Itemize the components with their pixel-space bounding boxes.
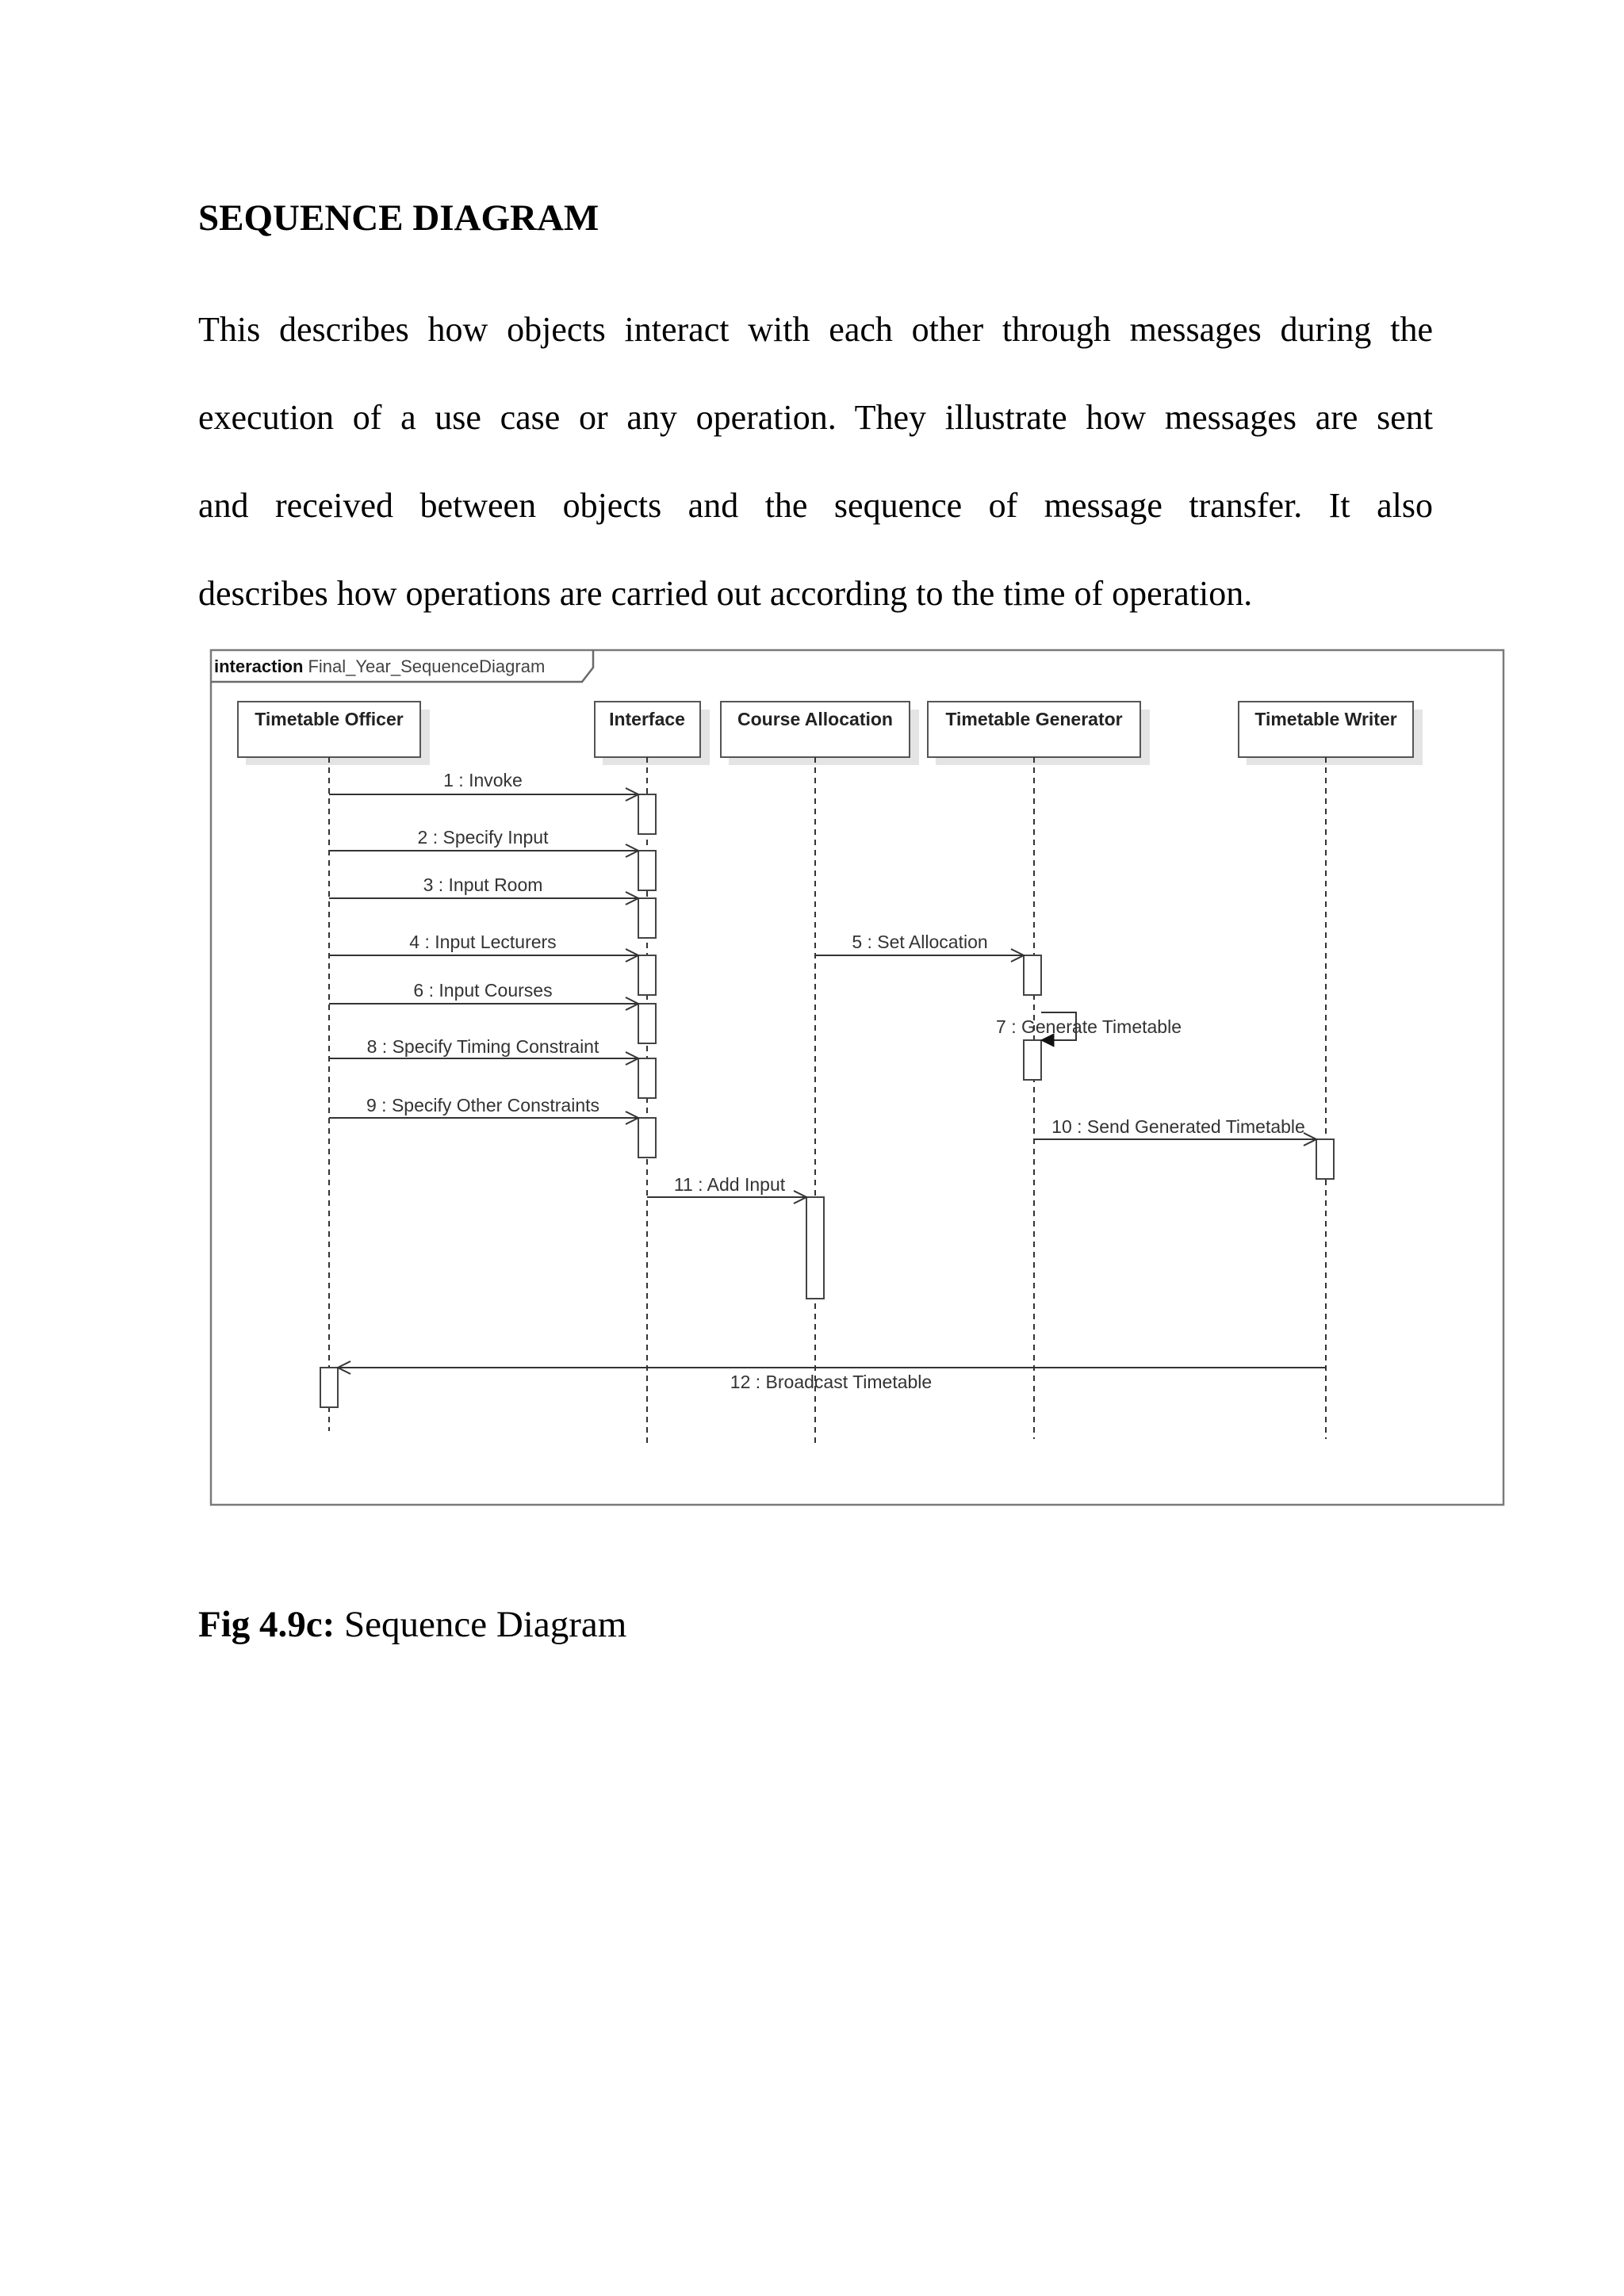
activation-bar (1316, 1139, 1334, 1179)
paragraph-line: This describes how objects interact with each other through messages during the (198, 310, 1433, 349)
lifeline-name-writer: Timetable Writer (1254, 709, 1397, 729)
message-label-1: 1 : Invoke (443, 770, 523, 790)
activation-bar (638, 955, 656, 995)
paragraph-line: and received between objects and the sequence of message transfer. It also (198, 486, 1433, 525)
frame-keyword: interaction (214, 656, 304, 676)
activation-bar (638, 1118, 656, 1158)
lifeline-name-interface: Interface (609, 709, 685, 729)
lifeline-name-course: Course Allocation (737, 709, 893, 729)
paragraph-line: execution of a use case or any operation. They illustrate how messages are sent (198, 398, 1433, 437)
lifeline-heads (238, 702, 1423, 765)
message-labels (366, 770, 1305, 1392)
message-label-12: 12 : Broadcast Timetable (730, 1372, 933, 1392)
message-label-8: 8 : Specify Timing Constraint (366, 1036, 599, 1057)
message-label-7: 7 : Generate Timetable (996, 1016, 1182, 1037)
lifeline-name-officer: Timetable Officer (255, 709, 404, 729)
message-label-4: 4 : Input Lecturers (409, 932, 557, 952)
message-label-5: 5 : Set Allocation (852, 932, 988, 952)
activation-bar (638, 1058, 656, 1098)
message-label-6: 6 : Input Courses (413, 980, 553, 1001)
activation-bar (1024, 955, 1041, 995)
figure-caption-label: Fig 4.9c: (198, 1604, 335, 1645)
activation-bar (320, 1368, 338, 1407)
activation-bar (638, 851, 656, 890)
activation-bar (638, 1004, 656, 1043)
figure-caption-text: Sequence Diagram (344, 1604, 627, 1645)
frame-title (214, 656, 545, 676)
message-label-9: 9 : Specify Other Constraints (366, 1095, 600, 1115)
activation-bar (806, 1197, 824, 1299)
message-label-2: 2 : Specify Input (417, 827, 549, 848)
activation-bar (1024, 1040, 1041, 1080)
message-label-3: 3 : Input Room (423, 874, 543, 895)
section-heading: SEQUENCE DIAGRAM (198, 197, 599, 239)
lifeline-name-generator: Timetable Generator (945, 709, 1123, 729)
message-label-11: 11 : Add Input (673, 1174, 786, 1195)
figure-caption (198, 1603, 626, 1646)
activation-bar (638, 794, 656, 834)
activation-bar (638, 898, 656, 938)
message-label-10: 10 : Send Generated Timetable (1051, 1116, 1305, 1137)
paragraph-line: describes how operations are carried out according to the time of operation. (198, 574, 1253, 613)
frame-name: Final_Year_SequenceDiagram (308, 656, 546, 676)
